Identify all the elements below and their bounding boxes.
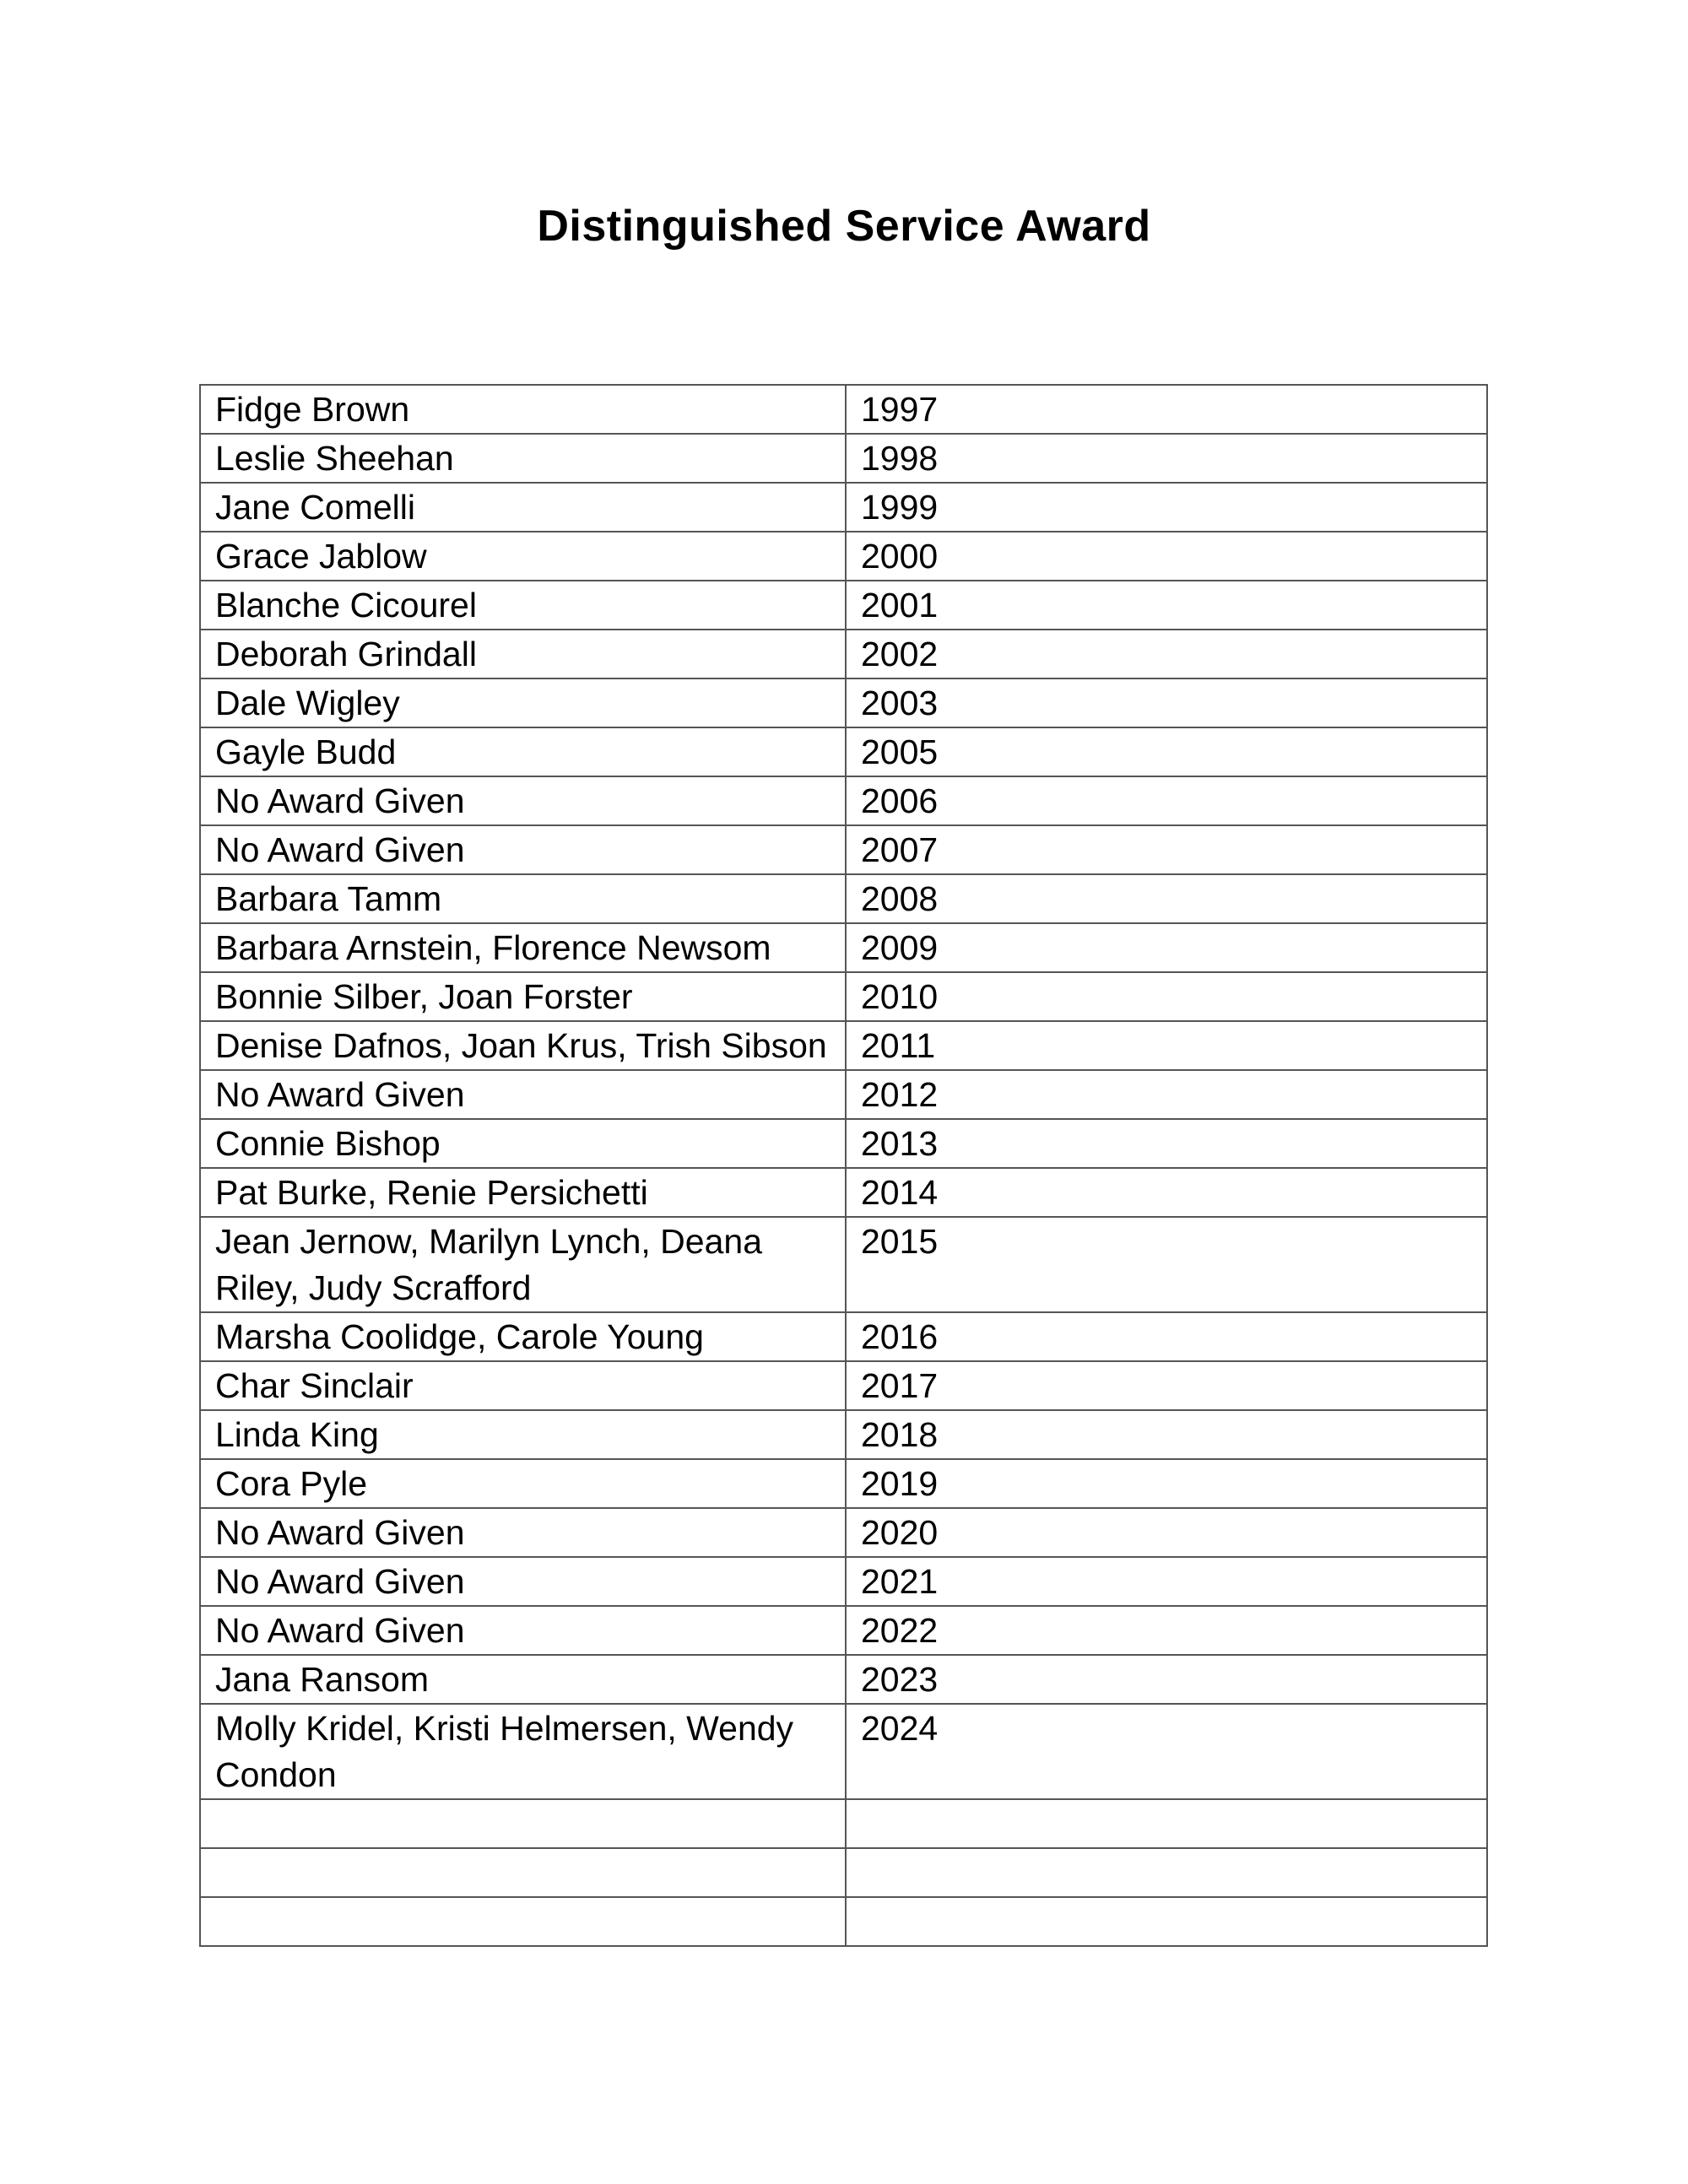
recipient-cell: No Award Given [200, 1070, 846, 1119]
year-cell: 2002 [846, 630, 1487, 678]
year-cell: 1998 [846, 434, 1487, 483]
recipient-cell: No Award Given [200, 1557, 846, 1606]
recipient-cell: Linda King [200, 1410, 846, 1459]
table-row [200, 1655, 1487, 1704]
year-cell: 2023 [846, 1655, 1487, 1704]
recipient-cell: Bonnie Silber, Joan Forster [200, 972, 846, 1021]
table-row [200, 874, 1487, 923]
year-cell: 2005 [846, 727, 1487, 776]
year-cell: 2015 [846, 1217, 1487, 1312]
recipient-cell: Deborah Grindall [200, 630, 846, 678]
recipient-cell [200, 1848, 846, 1897]
table-row [200, 1070, 1487, 1119]
year-cell: 2013 [846, 1119, 1487, 1168]
recipient-cell: Leslie Sheehan [200, 434, 846, 483]
recipient-cell: Jean Jernow, Marilyn Lynch, Deana Riley, Judy Scrafford [200, 1217, 846, 1312]
year-cell: 1999 [846, 483, 1487, 532]
recipient-cell: Jana Ransom [200, 1655, 846, 1704]
table-row [200, 972, 1487, 1021]
table-row [200, 1312, 1487, 1361]
year-cell [846, 1897, 1487, 1946]
recipient-cell: Dale Wigley [200, 678, 846, 727]
year-cell: 2019 [846, 1459, 1487, 1508]
table-row [200, 1606, 1487, 1655]
year-cell: 2024 [846, 1704, 1487, 1799]
table-row [200, 1119, 1487, 1168]
year-cell: 2006 [846, 776, 1487, 825]
table-row [200, 825, 1487, 874]
recipient-cell: Pat Burke, Renie Persichetti [200, 1168, 846, 1217]
page-title: Distinguished Service Award [537, 202, 1151, 251]
recipient-cell: Grace Jablow [200, 532, 846, 581]
year-cell: 2016 [846, 1312, 1487, 1361]
year-cell: 2020 [846, 1508, 1487, 1557]
recipient-cell: Jane Comelli [200, 483, 846, 532]
table-row [200, 1799, 1487, 1848]
table-row [200, 1848, 1487, 1897]
table-row [200, 1459, 1487, 1508]
recipient-cell: Connie Bishop [200, 1119, 846, 1168]
year-cell: 2007 [846, 825, 1487, 874]
awards-table [199, 384, 1488, 1947]
table-row [200, 434, 1487, 483]
year-cell: 2012 [846, 1070, 1487, 1119]
table-row [200, 385, 1487, 434]
year-cell: 2000 [846, 532, 1487, 581]
recipient-cell [200, 1897, 846, 1946]
recipient-cell: No Award Given [200, 1508, 846, 1557]
recipient-cell: No Award Given [200, 825, 846, 874]
year-cell [846, 1848, 1487, 1897]
recipient-cell: No Award Given [200, 776, 846, 825]
recipient-cell: Gayle Budd [200, 727, 846, 776]
recipient-cell: No Award Given [200, 1606, 846, 1655]
year-cell: 2008 [846, 874, 1487, 923]
recipient-cell: Denise Dafnos, Joan Krus, Trish Sibson [200, 1021, 846, 1070]
year-cell: 2017 [846, 1361, 1487, 1410]
table-row [200, 923, 1487, 972]
recipient-cell: Cora Pyle [200, 1459, 846, 1508]
year-cell: 1997 [846, 385, 1487, 434]
table-row [200, 581, 1487, 630]
year-cell: 2009 [846, 923, 1487, 972]
year-cell: 2003 [846, 678, 1487, 727]
year-cell: 2011 [846, 1021, 1487, 1070]
table-row [200, 630, 1487, 678]
table-row [200, 1021, 1487, 1070]
year-cell [846, 1799, 1487, 1848]
recipient-cell: Barbara Tamm [200, 874, 846, 923]
recipient-cell [200, 1799, 846, 1848]
table-row [200, 1361, 1487, 1410]
recipient-cell: Blanche Cicourel [200, 581, 846, 630]
table-row [200, 1410, 1487, 1459]
table-row [200, 1897, 1487, 1946]
year-cell: 2014 [846, 1168, 1487, 1217]
table-row [200, 483, 1487, 532]
awards-table-body [200, 385, 1487, 1946]
recipient-cell: Marsha Coolidge, Carole Young [200, 1312, 846, 1361]
table-row [200, 1168, 1487, 1217]
year-cell: 2022 [846, 1606, 1487, 1655]
year-cell: 2018 [846, 1410, 1487, 1459]
recipient-cell: Molly Kridel, Kristi Helmersen, Wendy Condon [200, 1704, 846, 1799]
table-row [200, 1508, 1487, 1557]
table-row [200, 532, 1487, 581]
recipient-cell: Fidge Brown [200, 385, 846, 434]
year-cell: 2021 [846, 1557, 1487, 1606]
recipient-cell: Char Sinclair [200, 1361, 846, 1410]
table-row [200, 1217, 1487, 1312]
table-row [200, 1704, 1487, 1799]
table-row [200, 678, 1487, 727]
table-row [200, 776, 1487, 825]
recipient-cell: Barbara Arnstein, Florence Newsom [200, 923, 846, 972]
table-row [200, 1557, 1487, 1606]
year-cell: 2001 [846, 581, 1487, 630]
year-cell: 2010 [846, 972, 1487, 1021]
table-row [200, 727, 1487, 776]
